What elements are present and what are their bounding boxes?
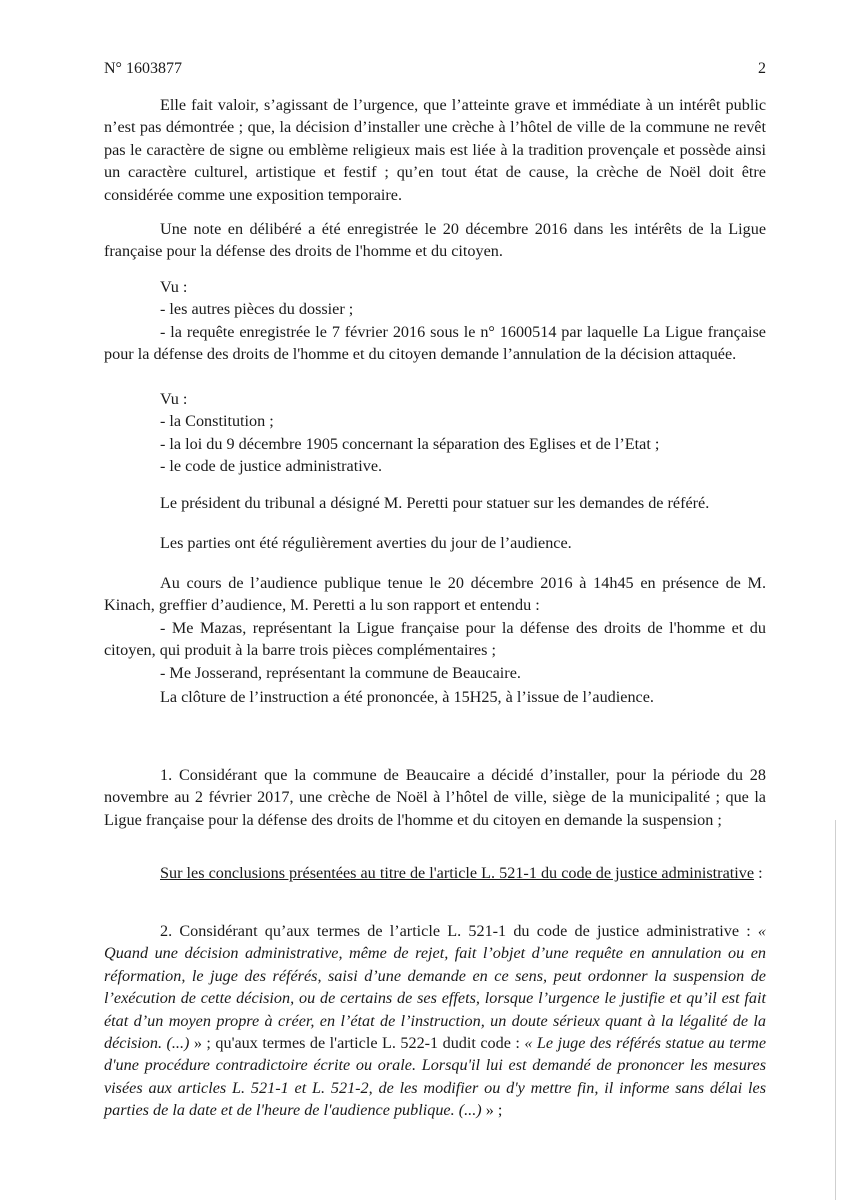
paragraph-designation <box>104 492 766 514</box>
paragraph-text: Au cours de l’audience publique tenue le 20 décembre 2016 à 14h45 en présence de M. Kinach, greffier d’audience, M. Peretti a lu son rapport et entendu : <box>104 574 766 615</box>
vu-title: Vu : <box>160 278 188 296</box>
vu-block-textes <box>104 388 766 478</box>
scan-edge-line <box>835 820 836 1200</box>
paragraph-note-deliberee <box>104 218 766 263</box>
case-number: N° 1603877 <box>104 60 182 77</box>
paragraph-text: La clôture de l’instruction a été prononcée, à 15H25, à l’issue de l’audience. <box>160 688 654 706</box>
audience-item: - Me Mazas, représentant la Ligue française pour la défense des droits de l'homme et du citoyen, qui produit à la barre trois pièces complémentaires ; <box>104 618 766 660</box>
section-heading <box>104 862 766 884</box>
paragraph-end: » ; <box>481 1101 503 1120</box>
paragraph-text: 1. Considérant que la commune de Beaucaire a décidé d’installer, pour la période du 28 novembre au 2 février 2017, une crèche de Noël à l’hôtel de ville, siège de la municipalité ; que la Ligue française pour la défense des droits de l'homme et du citoyen en demande la suspension ; <box>104 766 766 829</box>
paragraph-cloture <box>104 686 766 708</box>
vu-item: - la loi du 9 décembre 1905 concernant la séparation des Eglises et de l’Etat ; <box>160 434 660 453</box>
paragraph-text: Une note en délibéré a été enregistrée le 20 décembre 2016 dans les intérêts de la Ligue française pour la défense des droits de l'homme et du citoyen. <box>104 220 766 261</box>
section-heading-colon: : <box>754 864 763 882</box>
section-heading-text: Sur les conclusions présentées au titre de l'article L. 521-1 du code de justice administrative <box>160 864 755 882</box>
quote-l521-1: « Quand une décision administrative, même de rejet, fait l’objet d’une requête en annulation ou en réformation, le juge des référés, saisi d’une demande en ce sens, peut ordonner la suspension de l’exécution de cette décision, ou de certains de ses effets, lorsque l’urgence le justifie et qu’il est fait état d’un moyen propre à créer, en l’état de l’instruction, un doute sérieux quant à la légalité de la décision. (...) <box>104 922 766 1053</box>
vu-title: Vu : <box>160 390 188 408</box>
vu-block-pieces <box>104 276 766 366</box>
paragraph-considerant-1 <box>104 764 766 831</box>
vu-item: - le code de justice administrative. <box>160 457 383 476</box>
paragraph-audience <box>104 572 766 684</box>
paragraph-text: Elle fait valoir, s’agissant de l’urgence, que l’atteinte grave et immédiate à un intérêt public n’est pas démontrée ; que, la décision d’installer une crèche à l’hôtel de ville de la commune ne revêt pas le caractère de signe ou emblème religieux mais est liée à la tradition provençale et possède ainsi un caractère culturel, artistique et festif ; qu’en tout état de cause, la crèche de Noël doit être considérée comme une exposition temporaire. <box>104 96 766 204</box>
vu-item: - les autres pièces du dossier ; <box>160 300 354 319</box>
vu-item: - la Constitution ; <box>160 412 274 431</box>
paragraph-text: Le président du tribunal a désigné M. Peretti pour statuer sur les demandes de référé. <box>160 494 710 512</box>
paragraph-considerant-2 <box>104 920 766 1122</box>
paragraph-urgence <box>104 94 766 206</box>
paragraph-intro: 2. Considérant qu’aux termes de l’article L. 521-1 du code de justice administrative : <box>160 922 751 940</box>
paragraph-parties <box>104 532 766 554</box>
audience-item: - Me Josserand, représentant la commune de Beaucaire. <box>160 663 521 682</box>
vu-item: - la requête enregistrée le 7 février 2016 sous le n° 1600514 par laquelle La Ligue française pour la défense des droits de l'homme et du citoyen demande l’annulation de la décision attaquée. <box>104 322 766 364</box>
paragraph-mid: » ; qu'aux termes de l'article L. 522-1 dudit code : <box>189 1034 525 1053</box>
paragraph-text: Les parties ont été régulièrement averties du jour de l’audience. <box>160 534 572 552</box>
page-number: 2 <box>758 60 766 77</box>
quote-l522-1: « Le juge des référés statue au terme d'une procédure contradictoire écrite ou orale. Lorsqu'il lui est demandé de prononcer les mesures visées aux articles L. 521-1 et L. 521-2, de les modifier ou d'y mettre fin, il informe sans délai les parties de la date et de l'heure de l'audience publique. (...) <box>104 1034 767 1120</box>
